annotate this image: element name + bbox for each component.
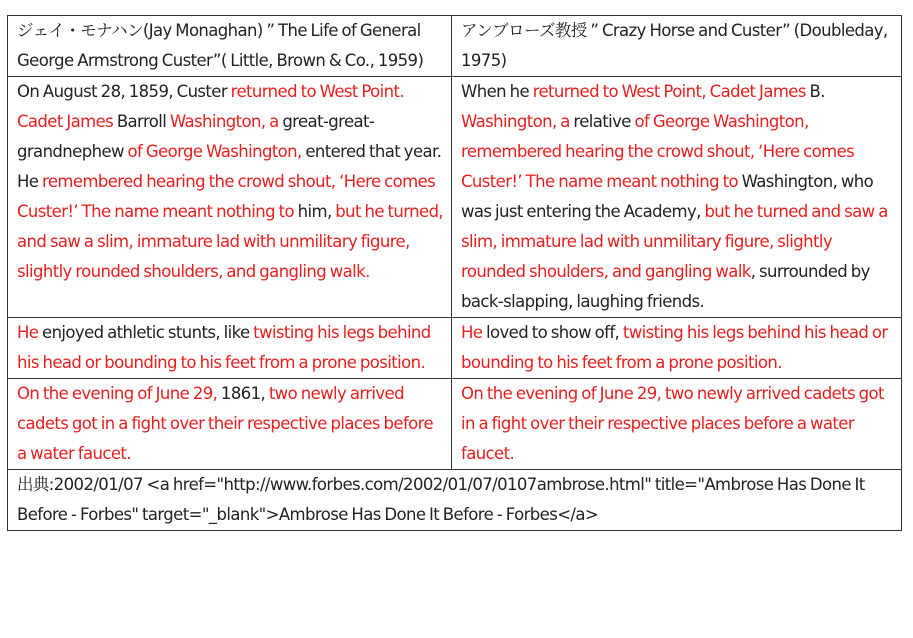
matching-text-segment: Washington, a: [461, 112, 574, 131]
ambrose-text-cell: [452, 77, 902, 318]
comparison-row: [8, 318, 902, 379]
matching-text-segment: returned to West Point, Cadet James: [532, 82, 810, 101]
differing-text-segment: great-great-grandnephew: [17, 112, 375, 161]
matching-text-segment: returned to West Point. Cadet James: [17, 82, 405, 131]
matching-text-segment: remembered hearing the crowd shout, ‘Here comes Custer!’ The name meant nothing to: [17, 172, 436, 221]
differing-text-segment: relative: [573, 112, 635, 131]
differing-text-segment: enjoyed athletic stunts, like: [42, 323, 254, 342]
differing-text-segment: On August 28, 1859, Custer: [17, 82, 231, 101]
header-right-cell: アンブローズ教授 ” Crazy Horse and Custer” (Doubleday, 1975): [452, 16, 902, 77]
header-row: [8, 16, 902, 77]
source-row: [8, 470, 902, 531]
monaghan-text-cell: [8, 379, 452, 470]
differing-text-segment: loved to show off,: [486, 323, 623, 342]
ambrose-text-cell: [452, 318, 902, 379]
matching-text-segment: On the evening of June 29, two newly arrived cadets got in a fight over their respective places before a water faucet.: [461, 384, 884, 463]
differing-text-segment: Barroll: [116, 112, 170, 131]
matching-text-segment: Washington, a: [169, 112, 283, 131]
matching-text-segment: twisting his legs behind his head or bounding to his feet from a prone position.: [461, 323, 888, 372]
monaghan-text-cell: [8, 318, 452, 379]
matching-text-segment: of George Washington, remembered hearing the crowd shout, ‘Here comes Custer!’ The name meant nothing to: [461, 112, 855, 191]
matching-text-segment: twisting his legs behind his head or bounding to his feet from a prone position.: [17, 323, 431, 372]
comparison-row: [8, 77, 902, 318]
matching-text-segment: On the evening of June 29,: [17, 384, 221, 403]
matching-text-segment: He: [17, 323, 43, 342]
monaghan-text-cell: [8, 77, 452, 318]
source-citation: 出典:2002/01/07 <a href="http://www.forbes.com/2002/01/07/0107ambrose.html" title="Ambrose Has Done It Before - Forbes" target="_blank">Ambrose Has Done It Before - Forbes</a>: [8, 470, 902, 531]
differing-text-segment: When he: [461, 82, 533, 101]
matching-text-segment: of George Washington,: [127, 142, 306, 161]
differing-text-segment: Washington, who was just entering the Academy,: [461, 172, 874, 221]
matching-text-segment: He: [461, 323, 487, 342]
matching-text-segment: but he turned and saw a slim, immature lad with unmilitary figure, slightly rounded shoulders, and gangling walk: [461, 202, 888, 281]
differing-text-segment: B.: [809, 82, 825, 101]
matching-text-segment: two newly arrived cadets got in a fight over their respective places before a water faucet.: [17, 384, 434, 463]
comparison-row: [8, 379, 902, 470]
differing-text-segment: entered that year. He: [17, 142, 442, 191]
differing-text-segment: him,: [297, 202, 336, 221]
differing-text-segment: 1861,: [220, 384, 269, 403]
header-left-cell: ジェイ・モナハン(Jay Monaghan) ” The Life of General George Armstrong Custer”( Little, Brown & Co., 1959): [8, 16, 452, 77]
matching-text-segment: but he turned, and saw a slim, immature lad with unmilitary figure, slightly rounded shoulders, and gangling walk.: [17, 202, 444, 281]
comparison-table: [7, 15, 902, 531]
differing-text-segment: , surrounded by back-slapping, laughing friends.: [461, 262, 870, 311]
ambrose-text-cell: [452, 379, 902, 470]
